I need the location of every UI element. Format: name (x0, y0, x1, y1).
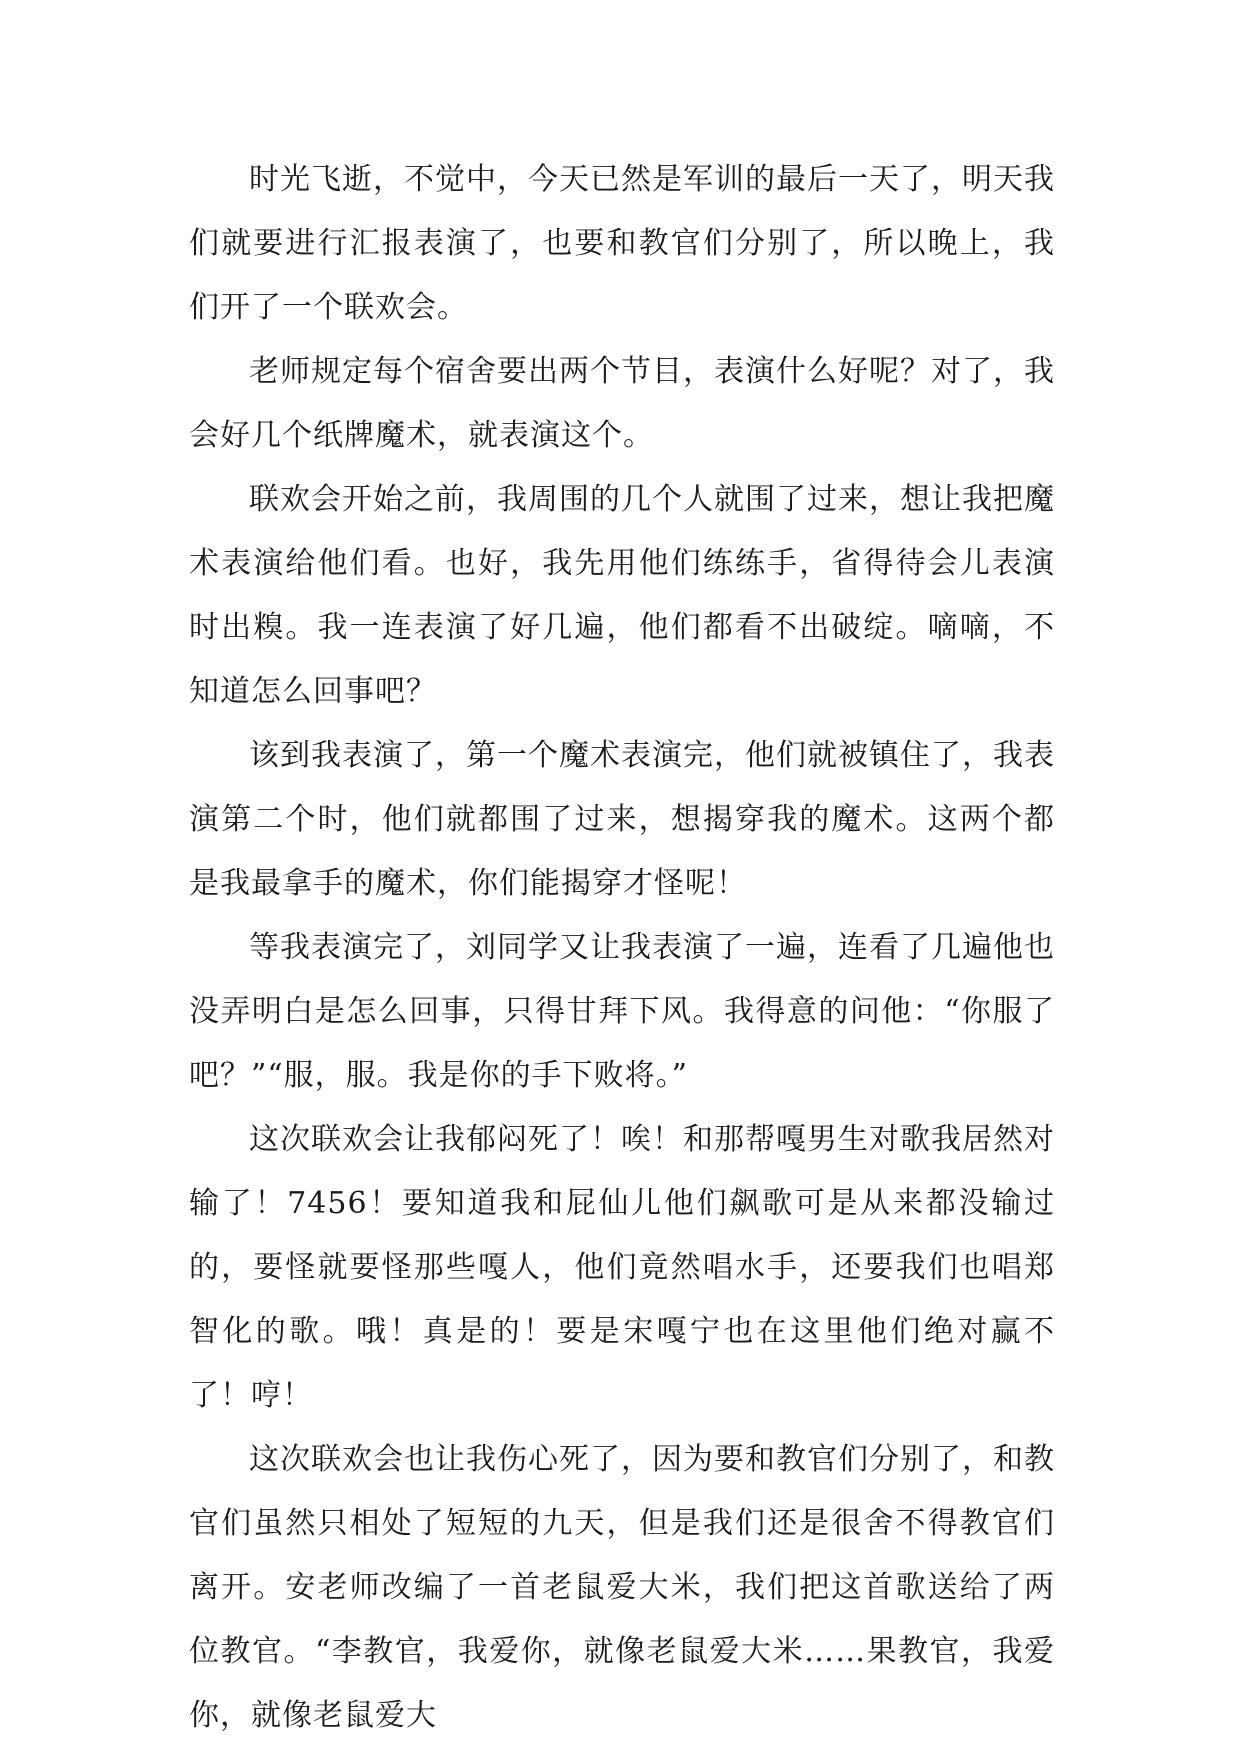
paragraph: 老师规定每个宿舍要出两个节目，表演什么好呢？对了，我会好几个纸牌魔术，就表演这个。 (189, 354, 1055, 453)
paragraph: 该到我表演了，第一个魔术表演完，他们就被镇住了，我表演第二个时，他们就都围了过来，想揭穿我的魔术。这两个都是我最拿手的魔术，你们能揭穿才怪呢！ (189, 738, 1055, 901)
document-page (189, 148, 1055, 1748)
paragraph: 联欢会开始之前，我周围的几个人就围了过来，想让我把魔术表演给他们看。也好，我先用他们练练手，省得待会儿表演时出糗。我一连表演了好几遍，他们都看不出破绽。嘀嘀，不知道怎么回事吧？ (189, 482, 1055, 709)
paragraph: 时光飞逝，不觉中，今天已然是军训的最后一天了，明天我们就要进行汇报表演了，也要和教官们分别了，所以晚上，我们开了一个联欢会。 (189, 162, 1055, 325)
paragraph: 等我表演完了，刘同学又让我表演了一遍，连看了几遍他也没弄明白是怎么回事，只得甘拜下风。我得意的问他：“你服了吧？”“服，服。我是你的手下败将。” (189, 930, 1055, 1093)
paragraph: 这次联欢会让我郁闷死了！唉！和那帮嘎男生对歌我居然对输了！7456！要知道我和屁仙儿他们飙歌可是从来都没输过的，要怪就要怪那些嘎人，他们竟然唱水手，还要我们也唱郑智化的歌。哦！真是的！要是宋嘎宁也在这里他们绝对赢不了！哼！ (189, 1122, 1055, 1413)
paragraph: 这次联欢会也让我伤心死了，因为要和教官们分别了，和教官们虽然只相处了短短的九天，但是我们还是很舍不得教官们离开。安老师改编了一首老鼠爱大米，我们把这首歌送给了两位教官。“李教官，我爱你，就像老鼠爱大米……果教官，我爱你，就像老鼠爱大 (189, 1442, 1055, 1733)
